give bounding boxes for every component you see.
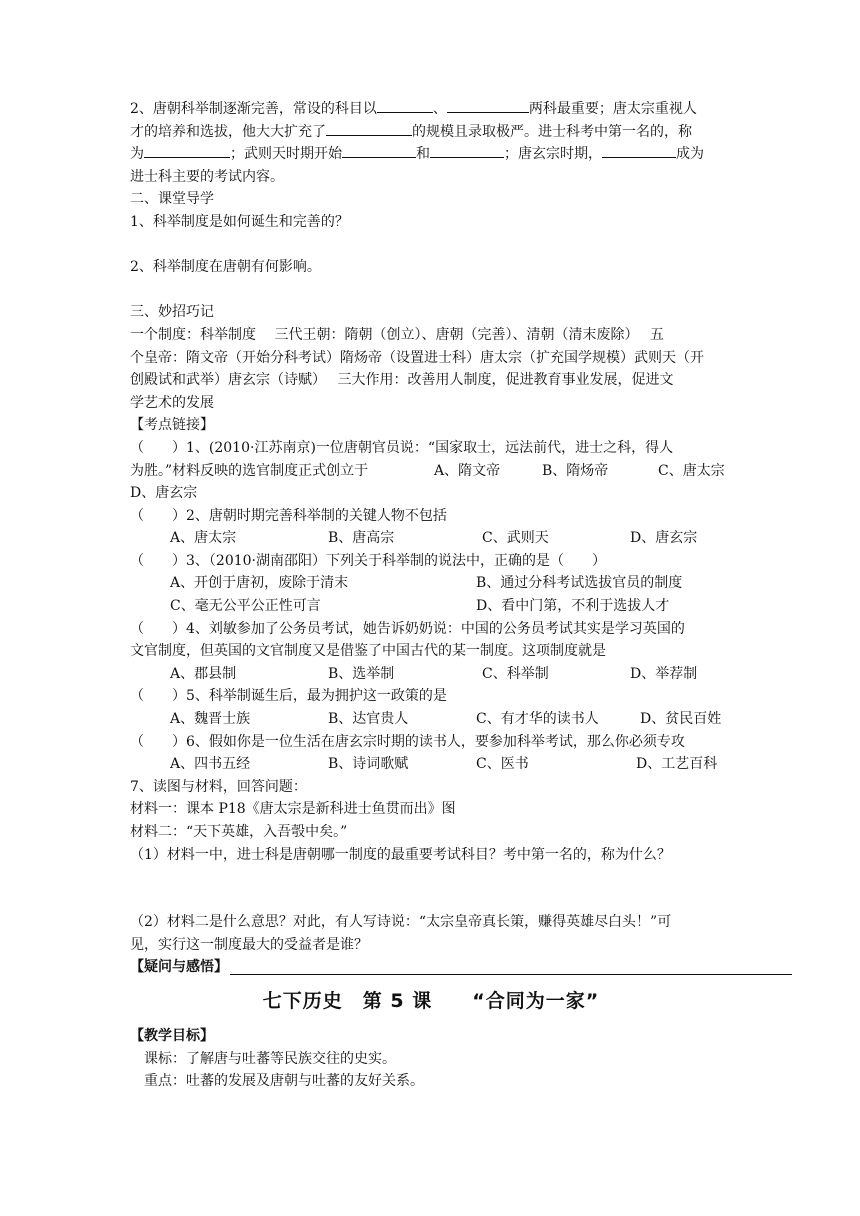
- mc-question: （ ）3、（2010·湖南邵阳）下列关于科举制的说法中，正确的是（ ）: [130, 552, 606, 569]
- mc-question: （ ）1、(2010·江苏南京)一位唐朝官员说：“国家取士，远法前代，进士之科，得人: [130, 439, 674, 456]
- option[interactable]: D、贫民百姓: [640, 711, 722, 728]
- material-1: 材料一：课本 P18《唐太宗是新科进士鱼贯而出》图: [130, 801, 456, 818]
- goal-standard: 课标：了解唐与吐蕃等民族交往的史实。: [144, 1050, 396, 1067]
- options-row: [130, 708, 732, 731]
- section-heading: 二、课堂导学: [130, 191, 214, 208]
- option[interactable]: B、通过分科考试选拔官员的制度: [476, 575, 683, 592]
- option[interactable]: D、唐玄宗: [130, 485, 198, 502]
- blank[interactable]: [342, 143, 416, 158]
- option[interactable]: A、魏晋士族: [170, 711, 251, 728]
- memo-line: 个皇帝：隋文帝（开始分科考试）隋炀帝（设置进士科）唐太宗（扩充国学规模）武则天（开: [130, 349, 704, 366]
- mc-question: （ ）2、唐朝时期完善科举制的关键人物不包括: [130, 507, 447, 524]
- option[interactable]: A、郡县制: [170, 665, 237, 682]
- option[interactable]: A、隋文帝: [434, 462, 501, 479]
- option[interactable]: B、选举制: [328, 665, 395, 682]
- material-2: 材料二：“天下英雄，入吾彀中矣。”: [130, 824, 348, 840]
- mc-question-line: 为胜。”材料反映的选官制度正式创立于 A、隋文帝 B、隋炀帝 C、唐太宗: [130, 460, 732, 483]
- option[interactable]: A、唐太宗: [170, 530, 237, 547]
- option[interactable]: D、唐玄宗: [630, 530, 698, 547]
- guide-question: 2、科举制度在唐朝有何影响。: [130, 259, 321, 276]
- q2-text: 2、唐朝科举制逐渐完善，常设的科目以: [130, 101, 377, 117]
- memo-line: 一个制度：科举制度 三代王朝：隋朝（创立）、唐朝（完善）、清朝（清末废除） 五: [130, 326, 664, 343]
- mc-question: （ ）6、假如你是一位生活在唐玄宗时期的读书人，要参加科举考试，那么你必须专攻: [130, 733, 685, 750]
- option[interactable]: C、科举制: [482, 665, 549, 682]
- blank[interactable]: [144, 143, 230, 158]
- document-page: [130, 98, 732, 1093]
- fill-question-2-line4: 进士科主要的考试内容。: [130, 168, 284, 185]
- option[interactable]: C、医书: [476, 756, 529, 773]
- answer-rule[interactable]: [230, 974, 792, 975]
- lesson-title: 七下历史 第 5 课 “合同为一家”: [262, 989, 600, 1012]
- goal-focus: 重点：吐蕃的发展及唐朝与吐蕃的友好关系。: [144, 1073, 424, 1090]
- option[interactable]: C、毫无公平公正性可言: [170, 598, 321, 615]
- option[interactable]: A、开创于唐初，废除于清末: [170, 575, 349, 592]
- guide-question: 1、科举制度是如何诞生和完善的？: [130, 213, 349, 230]
- options-row: [130, 753, 732, 776]
- option[interactable]: D、看中门第，不利于选拔人才: [476, 598, 670, 615]
- section-heading: 【考点链接】: [130, 417, 214, 434]
- option[interactable]: A、四书五经: [170, 756, 251, 773]
- sub-question-2: （2）材料二是什么意思？对此，有人写诗说：“太宗皇帝真长策，赚得英雄尽白头！”可: [130, 914, 672, 931]
- blank[interactable]: [377, 98, 433, 113]
- mc-question: （ ）5、科举制诞生后，最为拥护这一政策的是: [130, 688, 447, 705]
- blank[interactable]: [430, 143, 504, 158]
- goals-heading: 【教学目标】: [130, 1027, 214, 1044]
- section-heading: 三、妙招巧记: [130, 304, 214, 321]
- option[interactable]: B、诗词歌赋: [328, 756, 409, 773]
- option[interactable]: C、有才华的读书人: [476, 711, 599, 728]
- blank[interactable]: [326, 121, 412, 136]
- option[interactable]: C、唐太宗: [658, 462, 725, 479]
- fill-question-2-line2: 才的培养和选拔，他大大扩充了 的规模且录取极严。进士科考中第一名的，称: [130, 121, 732, 144]
- blank[interactable]: [602, 143, 676, 158]
- fill-question-2: 2、唐朝科举制逐渐完善，常设的科目以 、 两科最重要；唐太宗重视人: [130, 98, 732, 121]
- memo-line: 创殿试和武举）唐玄宗（诗赋） 三大作用：改善用人制度，促进教育事业发展，促进文: [130, 372, 674, 389]
- fill-question-2-line3: 为 ；武则天时期开始 和 ；唐玄宗时期， 成为: [130, 143, 732, 166]
- sub-question-2-line2: 见，实行这一制度最大的受益者是谁？: [130, 936, 368, 953]
- option[interactable]: C、武则天: [482, 530, 549, 547]
- option[interactable]: B、唐高宗: [328, 530, 395, 547]
- options-row: [130, 595, 732, 618]
- sub-question-1: （1）材料一中，进士科是唐朝哪一制度的最重要考试科目？考中第一名的，称为什么？: [130, 846, 671, 863]
- option[interactable]: B、达官贵人: [328, 711, 409, 728]
- option[interactable]: D、工艺百科: [636, 756, 718, 773]
- option[interactable]: D、举荐制: [630, 665, 698, 682]
- mc-question-line: 文官制度，但英国的文官制度又是借鉴了中国古代的某一制度。这项制度就是: [130, 643, 606, 660]
- options-row: [130, 572, 732, 595]
- options-row: [130, 527, 732, 550]
- question-7: 7、读图与材料，回答问题：: [130, 778, 307, 795]
- mc-question: （ ）4、刘敏参加了公务员考试，她告诉奶奶说：中国的公务员考试其实是学习英国的: [130, 620, 685, 637]
- memo-line: 学艺术的发展: [130, 394, 214, 411]
- blank[interactable]: [447, 98, 529, 113]
- options-row: [130, 663, 732, 686]
- doubt-label: 【疑问与感悟】: [130, 959, 228, 976]
- doubt-reflection: [130, 956, 732, 979]
- option[interactable]: B、隋炀帝: [542, 462, 609, 479]
